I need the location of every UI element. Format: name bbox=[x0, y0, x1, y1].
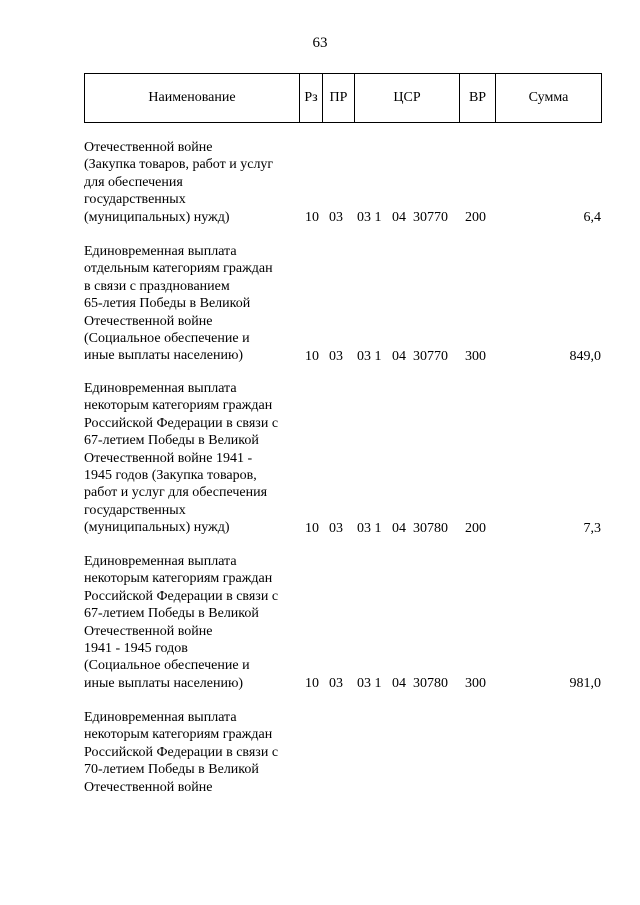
row-pr: 03 bbox=[329, 675, 343, 691]
row-sum: 981,0 bbox=[569, 675, 601, 691]
row-pr: 03 bbox=[329, 520, 343, 536]
header-pr: ПР bbox=[323, 74, 355, 123]
table-row bbox=[84, 380, 601, 537]
row-csr-subprogram: 04 bbox=[392, 520, 406, 536]
row-sum: 849,0 bbox=[569, 348, 601, 364]
row-csr-subprogram: 04 bbox=[392, 348, 406, 364]
header-csr: ЦСР bbox=[355, 74, 460, 123]
row-name: Единовременная выплата отдельным категориям граждан в связи с празднованием 65-летия Победы в Великой Отечественной войне (Социальное обеспечение и иные выплаты населению) bbox=[84, 244, 273, 364]
row-vr: 300 bbox=[465, 348, 486, 364]
header-vr: ВР bbox=[460, 74, 496, 123]
row-csr-program: 03 1 bbox=[357, 675, 382, 691]
row-csr-direction: 30770 bbox=[413, 209, 448, 225]
row-codes bbox=[84, 520, 601, 537]
table-row bbox=[84, 139, 601, 226]
table-row bbox=[84, 709, 601, 796]
row-csr-program: 03 1 bbox=[357, 209, 382, 225]
header-sum: Сумма bbox=[496, 74, 602, 123]
row-pr: 03 bbox=[329, 348, 343, 364]
row-vr: 300 bbox=[465, 675, 486, 691]
row-vr: 200 bbox=[465, 209, 486, 225]
header-name: Наименование bbox=[85, 74, 300, 123]
row-csr-subprogram: 04 bbox=[392, 675, 406, 691]
row-rz: 10 bbox=[305, 675, 319, 691]
row-rz: 10 bbox=[305, 209, 319, 225]
table-row bbox=[84, 553, 601, 692]
row-name: Единовременная выплата некоторым категориям граждан Российской Федерации в связи с 67-летием Победы в Великой Отечественной войне 1941 - 1945 годов (Закупка товаров, работ и услуг для обеспечения государственных (муниципальных) нужд) bbox=[84, 381, 279, 536]
row-vr: 200 bbox=[465, 520, 486, 536]
page-number: 63 bbox=[312, 35, 328, 51]
row-name: Отечественной войне (Закупка товаров, работ и услуг для обеспечения государственных (муниципальных) нужд) bbox=[84, 140, 274, 225]
row-csr-subprogram: 04 bbox=[392, 209, 406, 225]
row-rz: 10 bbox=[305, 348, 319, 364]
row-csr-direction: 30770 bbox=[413, 348, 448, 364]
row-name: Единовременная выплата некоторым категориям граждан Российской Федерации в связи с 70-летием Победы в Великой Отечественной войне bbox=[84, 710, 279, 795]
row-codes bbox=[84, 209, 601, 226]
row-pr: 03 bbox=[329, 209, 343, 225]
row-name: Единовременная выплата некоторым категориям граждан Российской Федерации в связи с 67-летием Победы в Великой Отечественной войне 1941 - 1945 годов (Социальное обеспечение и иные выплаты населению) bbox=[84, 554, 279, 691]
table-row bbox=[84, 243, 601, 365]
row-csr-program: 03 1 bbox=[357, 348, 382, 364]
row-csr-direction: 30780 bbox=[413, 675, 448, 691]
row-sum: 7,3 bbox=[583, 520, 601, 536]
row-csr-program: 03 1 bbox=[357, 520, 382, 536]
row-csr-direction: 30780 bbox=[413, 520, 448, 536]
header-rz: Рз bbox=[300, 74, 323, 123]
row-codes bbox=[84, 675, 601, 692]
row-rz: 10 bbox=[305, 520, 319, 536]
row-codes bbox=[84, 348, 601, 365]
table-header bbox=[84, 73, 602, 123]
row-sum: 6,4 bbox=[583, 209, 601, 225]
